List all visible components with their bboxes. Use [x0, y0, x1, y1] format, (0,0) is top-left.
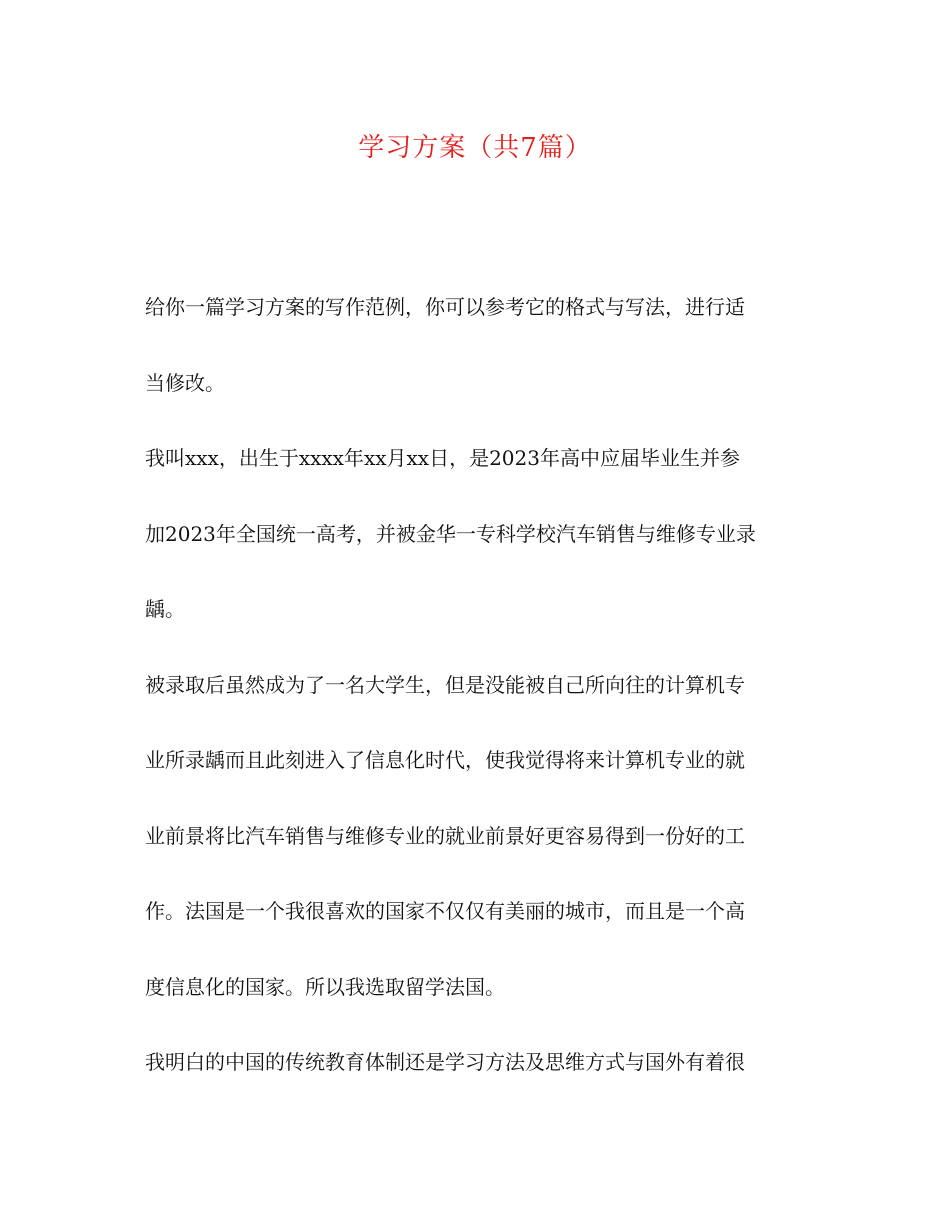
text-line: 被录取后虽然成为了一名大学生，但是没能被自己所向往的计算机专	[145, 672, 745, 697]
text-line: 业前景将比汽车销售与维修专业的就业前景好更容易得到一份好的工	[145, 823, 745, 848]
text-line: 龋。	[145, 597, 185, 621]
text-line: 业所录龋而且此刻进入了信息化时代，使我觉得将来计算机专业的就	[145, 748, 745, 772]
text-line: 当修改。	[145, 370, 225, 395]
document-body	[145, 287, 810, 1118]
text-line: 加2023年全国统一高考，并被金华一专科学校汽车销售与维修专业录	[145, 521, 756, 546]
text-line: 我明白的中国的传统教育体制还是学习方法及思维方式与国外有着很	[145, 1050, 745, 1074]
text-line: 度信息化的国家。所以我选取留学法国。	[145, 974, 505, 999]
text-line: 作。法国是一个我很喜欢的国家不仅仅有美丽的城市，而且是一个高	[145, 899, 745, 923]
document-title: 学习方案（共7篇）	[358, 133, 592, 163]
text-line: 给你一篇学习方案的写作范例，你可以参考它的格式与写法，进行适	[145, 295, 745, 319]
text-line: 我叫xxx，出生于xxxx年xx月xx日，是2023年高中应届毕业生并参	[145, 446, 740, 470]
